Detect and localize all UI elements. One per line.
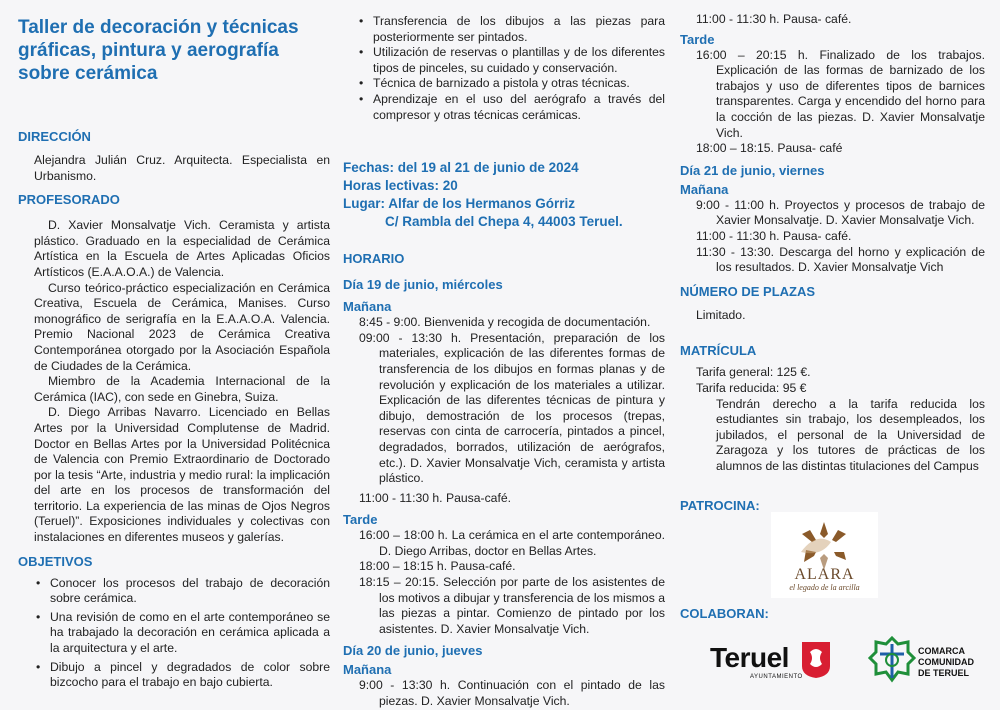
- lugar: Lugar: Alfar de los Hermanos Górriz: [343, 196, 576, 212]
- dia-19-manana: Mañana: [343, 299, 392, 315]
- comarca-line: COMUNIDAD: [918, 657, 974, 667]
- plazas-heading: NÚMERO DE PLAZAS: [680, 283, 816, 299]
- comarca-logo: [868, 634, 988, 690]
- schedule-item: 9:00 - 11:00 h. Proyectos y procesos de trabajo de Xavier Monsalvatje. D. Xavier Monsalvatje Vich.: [696, 197, 985, 228]
- profesorado-p2: Curso teórico-práctico especialización en Cerámica Creativa, Escuela de Cerámica, Manises. Curso monográfico de serigrafía en la E.A.A.O.A. Valencia. Premio Nacional 2023 de Cerámica Creativa Contemporánea otorgado por la Asociación Española de Ciudades de la Cerámica.: [34, 280, 330, 373]
- alara-name: ALARA: [794, 566, 855, 583]
- objetivos-heading: OBJETIVOS: [18, 553, 93, 569]
- comarca-line: DE TERUEL: [918, 668, 970, 678]
- profesorado-p1: D. Xavier Monsalvatje Vich. Ceramista y artista plástico. Graduado en la especialidad de Cerámica Artística en la Escuela de Artes Aplicadas Oficios Artísticos (E.A.A.O.A.) de Valencia.: [34, 218, 330, 279]
- schedule-item: 11:00 - 11:30 h. Pausa- café.: [696, 228, 852, 243]
- schedule-item: 16:00 – 18:00 h. La cerámica en el arte contemporáneo. D. Diego Arribas, doctor en Bellas Artes.: [359, 528, 665, 558]
- objetivo-item: • Una revisión de como en el arte contemporáneo se ha trabajado la decoración en cerámica aplicada a la arquitectura y el arte.: [18, 610, 330, 657]
- dia-20-tarde: Tarde: [680, 31, 715, 47]
- teruel-logo: [710, 638, 840, 688]
- patrocina-heading: PATROCINA:: [680, 498, 760, 514]
- colaboran-heading: COLABORAN:: [680, 606, 769, 621]
- comarca-line: COMARCA: [918, 646, 965, 656]
- dia-21-heading: Día 21 de junio, viernes: [680, 162, 825, 178]
- schedule-item: 8:45 - 9:00. Bienvenida y recogida de documentación.: [359, 315, 651, 330]
- schedule-item: 18:15 – 20:15. Selección por parte de los asistentes de los motivos a dibujar y transferencia de los mismos a las piezas a pintar. Comienzo de pintado por los asistentes. D. Xavier Monsalvatje Vich.: [359, 575, 665, 636]
- direccion-heading: DIRECCIÓN: [18, 129, 91, 144]
- objetivo-item: • Transferencia de los dibujos a las piezas para posteriormente ser pintados.: [343, 14, 665, 45]
- fechas: Fechas: del 19 al 21 de junio de 2024: [343, 160, 579, 176]
- objetivo-item: • Aprendizaje en el uso del aerógrafo a través del compresor y otras técnicas cerámicas.: [343, 92, 665, 123]
- profesorado-p3: Miembro de la Academia Internacional de la Cerámica (IAC), con sede en Ginebra, Suiza.: [34, 374, 330, 404]
- tarifa-general: Tarifa general: 125 €.: [696, 365, 811, 380]
- direccion-text: Alejandra Julián Cruz. Arquitecta. Especialista en Urbanismo.: [34, 153, 330, 183]
- schedule-item: 11:00 - 11:30 h. Pausa-café.: [359, 490, 511, 505]
- schedule-item: 18:00 – 18:15 h. Pausa-café.: [359, 559, 516, 574]
- objetivos-list: [18, 576, 330, 691]
- objetivos-list-cont: [343, 14, 665, 123]
- horas-lectivas: Horas lectivas: 20: [343, 178, 458, 194]
- dia-19-heading: Día 19 de junio, miércoles: [343, 277, 503, 293]
- tarifa-reducida: Tarifa reducida: 95 €: [696, 380, 807, 395]
- schedule-item: 9:00 - 13:30 h. Continuación con el pintado de las piezas. D. Xavier Monsalvatje Vich.: [359, 678, 665, 709]
- schedule-item: 11:30 - 13:30. Descarga del horno y explicación de los resultados. D. Xavier Monsalvatje Vich: [696, 244, 985, 275]
- dia-20-manana: Mañana: [343, 662, 392, 678]
- alara-tagline: el legado de la arcilla: [789, 583, 860, 592]
- column-middle: [343, 0, 665, 710]
- course-info: [343, 159, 665, 231]
- schedule-item: 18:00 – 18:15. Pausa- café: [696, 141, 843, 156]
- teruel-shield-icon: [800, 640, 832, 680]
- profesorado-heading: PROFESORADO: [18, 192, 120, 208]
- matricula-heading: MATRÍCULA: [680, 343, 757, 359]
- teruel-subtitle: AYUNTAMIENTO: [750, 674, 803, 680]
- dia-20-heading: Día 20 de junio, jueves: [343, 643, 483, 659]
- alara-logo: [771, 512, 878, 598]
- schedule-item: 11:00 - 11:30 h. Pausa- café.: [696, 12, 852, 26]
- profesorado-p4: D. Diego Arribas Navarro. Licenciado en Bellas Artes por la Universidad Complutense de Madrid. Doctor en Bellas Artes por la Universidad Politécnica de Valencia con Premio Extraordinario de Doctorado por la tesis “Arte, industria y medio rural: la implicación del arte en los procesos de transformación del territorio. La experiencia de las minas de Ojos Negros (Teruel)”. Exposiciones individuales y colectivas con instalaciones en diferentes museos y galerías.: [34, 405, 330, 545]
- plazas-text: Limitado.: [696, 307, 746, 322]
- dia-19-tarde: Tarde: [343, 512, 378, 528]
- teruel-wordmark: Teruel: [710, 642, 789, 673]
- horario-heading: HORARIO: [343, 251, 405, 267]
- objetivo-item: • Dibujo a pincel y degradados de color sobre bizcocho para el trabajo en bajo cubierta.: [18, 660, 330, 691]
- matricula-nota: Tendrán derecho a la tarifa reducida los estudiantes sin trabajo, los desempleados, los jubilados, el personal de la Universidad de Zaragoza y los tutores de prácticas de los alumnos de las distintas titulaciones del Campus: [716, 396, 985, 473]
- schedule-item: 09:00 - 13:30 h. Presentación, preparación de los materiales, explicación de las diferentes formas de transferencia de los dibujos en formas planas y de revolución y explicación de los materiales a utilizar. Explicación de las diferentes técnicas de pintura y dibujo, demostración de los procesos (trepas, reservas con cinta de carrocería, pintados a pincel, degradados, borrados, utilización de aerógrafos, etc.). D. Xavier Monsalvatje Vich, ceramista y artista plástico.: [359, 330, 665, 486]
- direccion-lugar: C/ Rambla del Chepa 4, 44003 Teruel.: [385, 214, 623, 230]
- schedule-item: 16:00 – 20:15 h. Finalizado de los trabajos. Explicación de las formas de barnizado de los trabajos y uso de diferentes tipos de barnices transparentes. Carga y encendido del horno para la cocción de las piezas. D. Xavier Monsalvatje Vich.: [696, 47, 985, 140]
- objetivo-item: • Utilización de reservas o plantillas y de los diferentes tipos de pinceles, su cuidado y conservación.: [343, 45, 665, 76]
- comarca-text: [918, 646, 974, 679]
- objetivo-item: • Técnica de barnizado a pistola y otras técnicas.: [343, 76, 665, 92]
- objetivo-item: • Conocer los procesos del trabajo de decoración sobre cerámica.: [18, 576, 330, 607]
- page-title: Taller de decoración y técnicas gráficas, pintura y aerografía sobre cerámica: [18, 17, 299, 84]
- comarca-emblem-icon: [868, 634, 916, 690]
- column-left: [18, 0, 330, 694]
- dia-21-manana: Mañana: [680, 181, 729, 197]
